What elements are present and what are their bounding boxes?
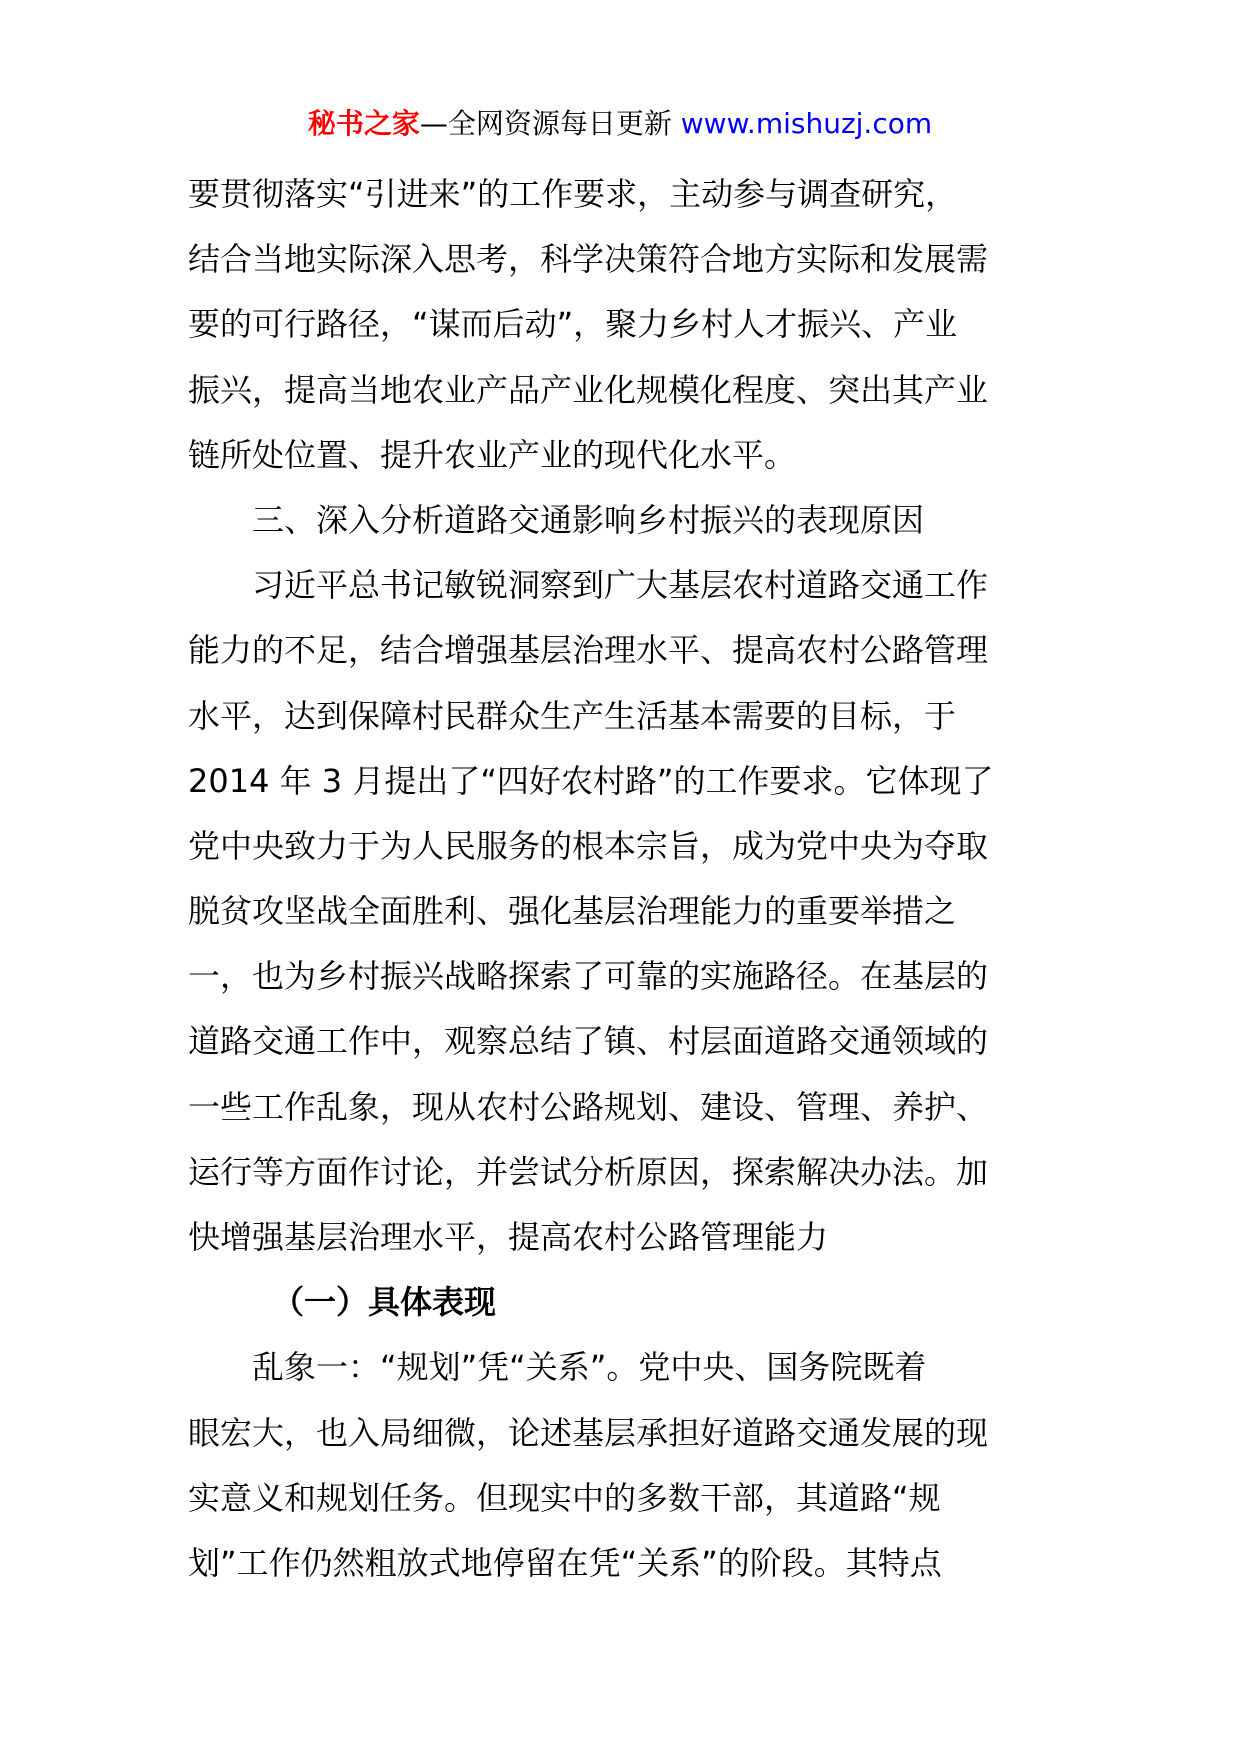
site-header bbox=[0, 104, 1240, 144]
text-line: 党中央致力于为人民服务的根本宗旨，成为党中央为夺取 bbox=[188, 826, 989, 865]
paragraph-start-line: 习近平总书记敏锐洞察到广大基层农村道路交通工作 bbox=[252, 566, 989, 605]
header-tagline: —全网资源每日更新 bbox=[419, 107, 681, 140]
site-url-link[interactable]: www.mishuzj.com bbox=[680, 107, 933, 140]
text-line: 要的可行路径，“谋而后动”，聚力乡村人才振兴、产业 bbox=[188, 305, 958, 344]
paragraph-start-line: 乱象一：“规划”凭“关系”。党中央、国务院既着 bbox=[252, 1348, 927, 1387]
text-line: 划”工作仍然粗放式地停留在凭“关系”的阶段。其特点 bbox=[188, 1543, 942, 1582]
text-line: 眼宏大，也入局细微，论述基层承担好道路交通发展的现 bbox=[188, 1413, 989, 1452]
document-body bbox=[188, 162, 1056, 1596]
text-line: 要贯彻落实“引进来”的工作要求，主动参与调查研究， bbox=[188, 175, 958, 213]
brand-name: 秘书之家 bbox=[307, 107, 420, 140]
text-line: 道路交通工作中，观察总结了镇、村层面道路交通领域的 bbox=[188, 1022, 989, 1061]
text-line: 快增强基层治理水平，提高农村公路管理能力 bbox=[188, 1218, 829, 1256]
text-line: 脱贫攻坚战全面胜利、强化基层治理能力的重要举措之 bbox=[188, 892, 957, 931]
text-line: 一些工作乱象，现从农村公路规划、建设、管理、养护、 bbox=[188, 1087, 989, 1126]
text-line: 运行等方面作讨论，并尝试分析原因，探索解决办法。加 bbox=[188, 1152, 989, 1191]
section-heading: 三、深入分析道路交通影响乡村振兴的表现原因 bbox=[252, 500, 925, 539]
text-line: 水平，达到保障村民群众生产生活基本需要的目标，于 bbox=[188, 696, 957, 735]
text-line: 2014 年 3 月提出了“四好农村路”的工作要求。它体现了 bbox=[188, 761, 994, 800]
subsection-heading: （一）具体表现 bbox=[272, 1283, 497, 1322]
text-line: 振兴，提高当地农业产品产业化规模化程度、突出其产业 bbox=[188, 370, 989, 409]
text-line: 链所处位置、提升农业产业的现代化水平。 bbox=[188, 435, 797, 474]
text-line: 能力的不足，结合增强基层治理水平、提高农村公路管理 bbox=[188, 631, 989, 670]
text-line: 一，也为乡村振兴战略探索了可靠的实施路径。在基层的 bbox=[188, 957, 989, 996]
text-line: 结合当地实际深入思考，科学决策符合地方实际和发展需 bbox=[188, 240, 989, 279]
text-line: 实意义和规划任务。但现实中的多数干部，其道路“规 bbox=[188, 1478, 941, 1517]
